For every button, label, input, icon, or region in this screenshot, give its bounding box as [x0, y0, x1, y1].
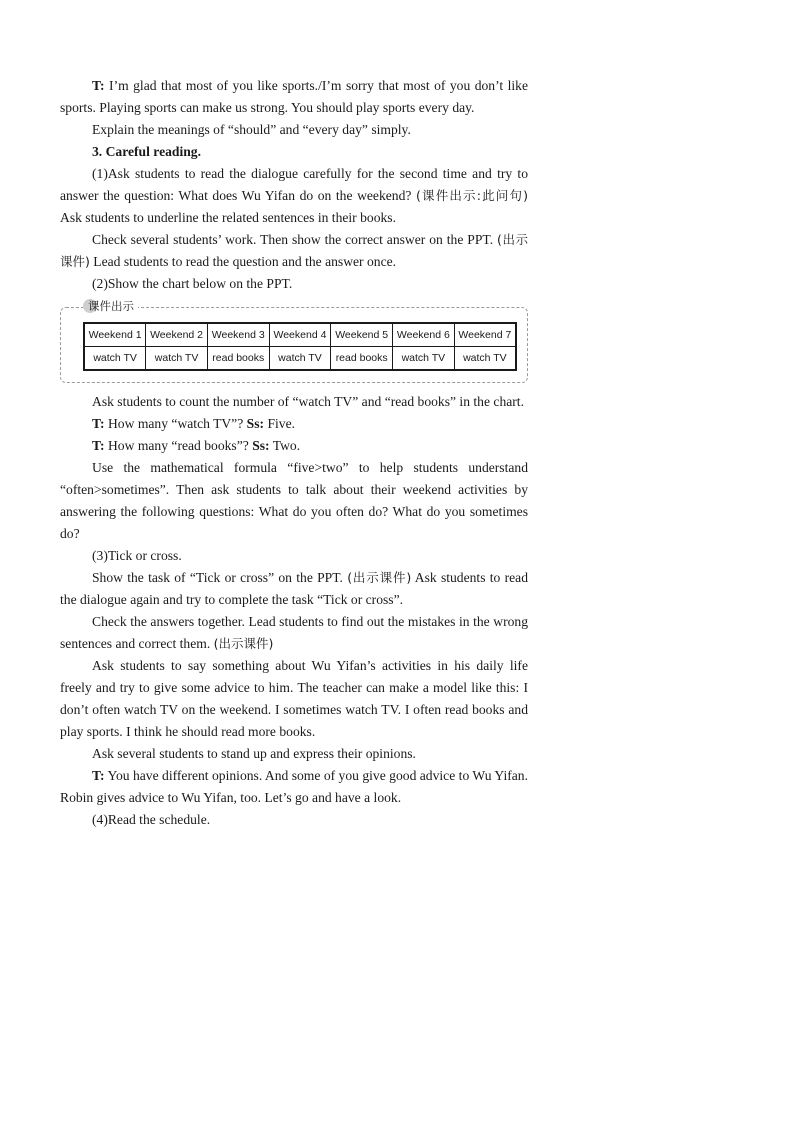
- courseware-note: (出示课件): [347, 570, 412, 585]
- paragraph-check-work: Check several students’ work. Then show the correct answer on the PPT. (出示课件) Lead students to read the question and the answer once.: [60, 232, 528, 269]
- table-header-cell: Weekend 1: [84, 323, 146, 347]
- paragraph-step-4: (4)Read the schedule.: [92, 812, 211, 827]
- paragraph-check-answers: Check the answers together. Lead students to find out the mistakes in the wrong sentences and correct them. (出示课件): [60, 614, 528, 651]
- speaker-label: Ss:: [252, 438, 270, 453]
- paragraph-step-3: (3)Tick or cross.: [92, 548, 182, 563]
- table-header-cell: Weekend 6: [393, 323, 455, 347]
- table-header-cell: Weekend 3: [207, 323, 269, 347]
- courseware-note: (课件出示:此问句): [416, 188, 529, 203]
- table-header-cell: Weekend 4: [269, 323, 331, 347]
- courseware-box: [60, 299, 528, 383]
- table-cell: read books: [331, 347, 393, 371]
- table-cell: watch TV: [393, 347, 455, 371]
- table-header-cell: Weekend 2: [146, 323, 208, 347]
- teacher-line-opinions: T: You have different opinions. And some of you give good advice to Wu Yifan. Robin gives advice to Wu Yifan, too. Let’s go and have a look.: [60, 768, 528, 805]
- paragraph-tick-or-cross: Show the task of “Tick or cross” on the PPT. (出示课件) Ask students to read the dialogue again and try to complete the task “Tick or cross”.: [60, 570, 528, 607]
- table-cell: watch TV: [454, 347, 516, 371]
- table-header-cell: Weekend 7: [454, 323, 516, 347]
- table-cell: watch TV: [84, 347, 146, 371]
- paragraph-advice: Ask students to say something about Wu Yifan’s activities in his daily life freely and try to give some advice to him. The teacher can make a model like this: I don’t often watch TV on the weekend. I sometimes watch TV. I often read books and play sports. I think he should read more books.: [60, 658, 528, 739]
- teacher-line-sports: T: I’m glad that most of you like sports./I’m sorry that most of you don’t like sports. Playing sports can make us strong. You should play sports every day.: [60, 78, 528, 115]
- paragraph-opinions: Ask several students to stand up and express their opinions.: [92, 746, 416, 761]
- courseware-note: (出示课件): [60, 232, 528, 269]
- speaker-label: T:: [92, 416, 105, 431]
- paragraph-explain: Explain the meanings of “should” and “every day” simply.: [92, 122, 411, 137]
- section-heading: 3. Careful reading.: [92, 144, 202, 159]
- lesson-content: [60, 75, 528, 831]
- speaker-label: T:: [92, 768, 105, 783]
- speaker-label: Ss:: [246, 416, 265, 431]
- table-header-cell: Weekend 5: [331, 323, 393, 347]
- paragraph-step-2: (2)Show the chart below on the PPT.: [92, 276, 293, 291]
- table-header-row: [84, 323, 516, 347]
- table-cell: read books: [207, 347, 269, 371]
- courseware-note: (出示课件): [213, 636, 274, 651]
- speaker-label: T:: [92, 78, 105, 93]
- courseware-label: 课件出示: [83, 297, 138, 315]
- speaker-label: T:: [92, 438, 105, 453]
- table-row: [84, 347, 516, 371]
- paragraph-formula: Use the mathematical formula “five>two” to help students understand “often>sometimes”. Then ask students to talk about their weekend activities by answering the following questions: What do you often do? What do you sometimes do?: [60, 460, 528, 541]
- paragraph-step-1: (1)Ask students to read the dialogue carefully for the second time and try to answer the question: What does Wu Yifan do on the weekend? (课件出示:此问句) Ask students to underline the related sentences in their books.: [60, 166, 529, 225]
- weekend-activity-table: [83, 322, 517, 371]
- table-cell: watch TV: [269, 347, 331, 371]
- dialogue-line-watch-tv: T: How many “watch TV”? Ss: Five.: [92, 416, 296, 431]
- dialogue-line-read-books: T: How many “read books”? Ss: Two.: [92, 438, 301, 453]
- paragraph-count: Ask students to count the number of “watch TV” and “read books” in the chart.: [92, 394, 524, 409]
- table-cell: watch TV: [146, 347, 208, 371]
